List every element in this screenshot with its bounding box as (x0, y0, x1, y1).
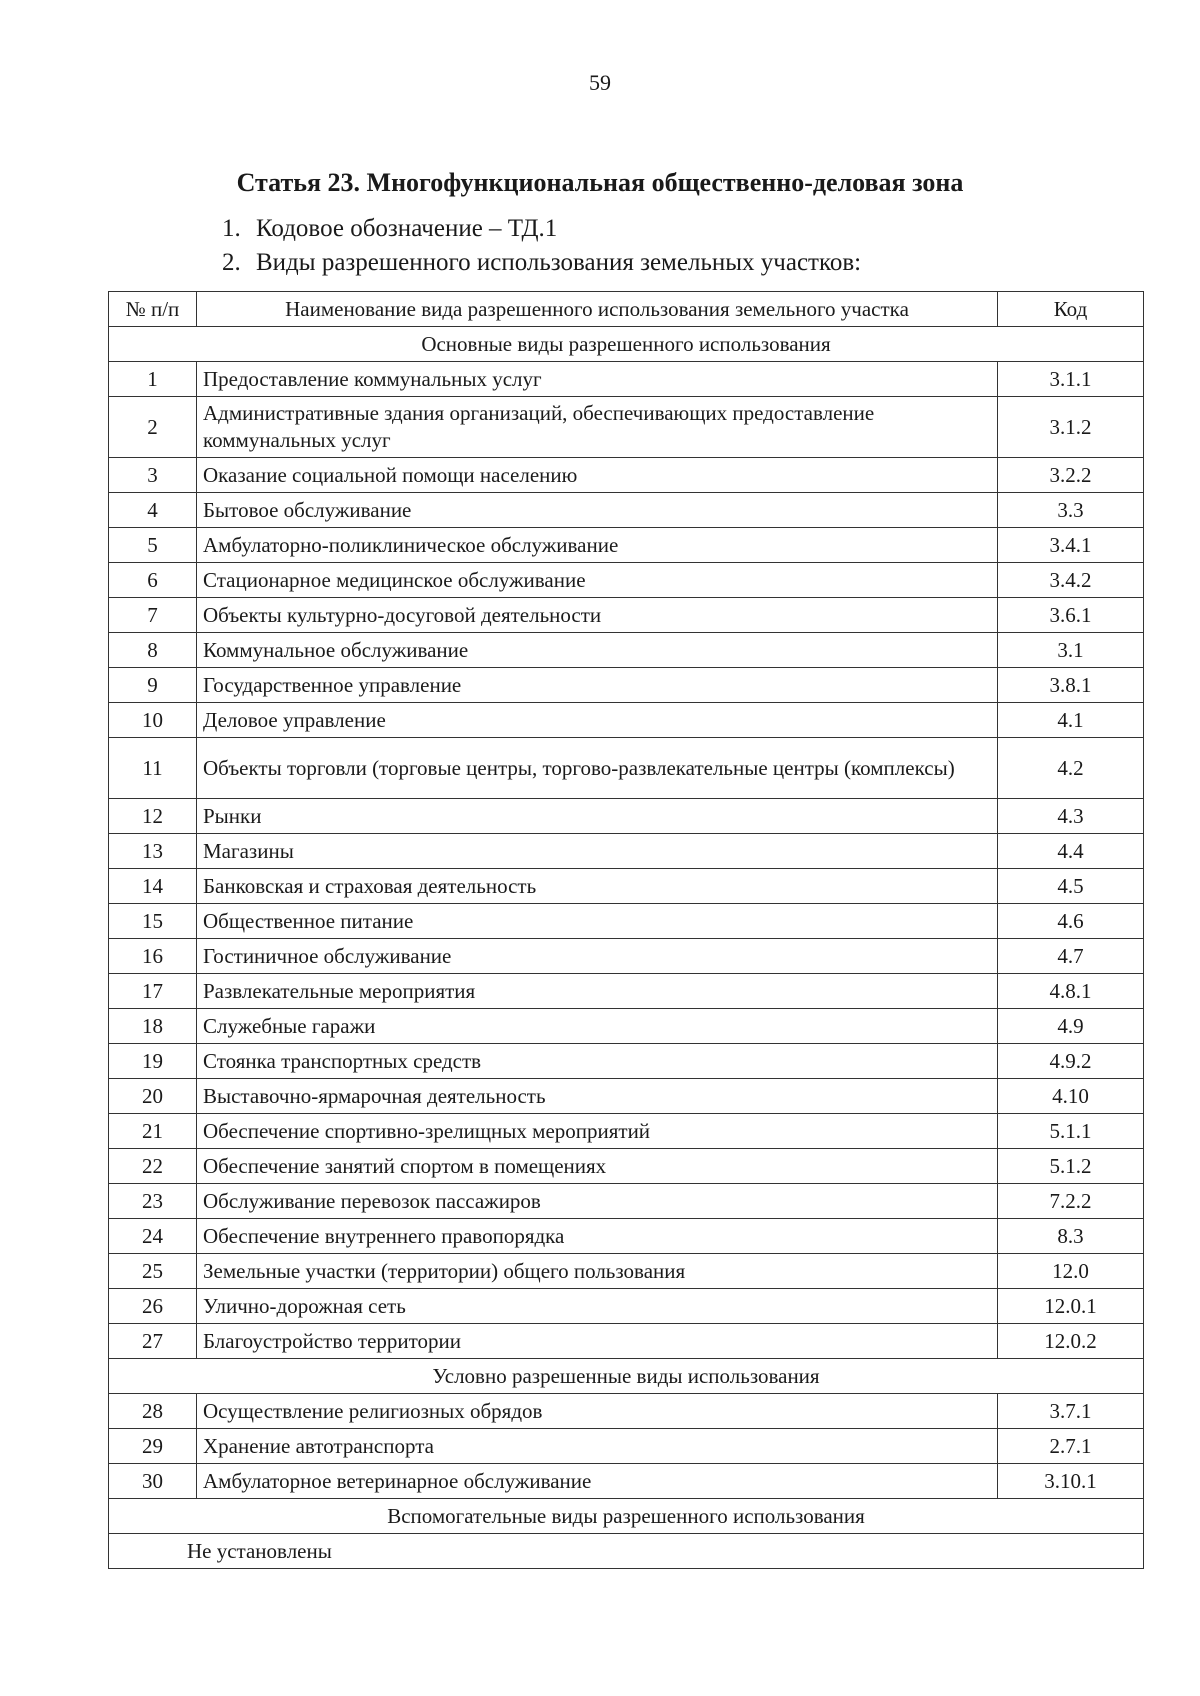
table-row (109, 528, 1144, 563)
row-code: 3.1.1 (998, 362, 1144, 397)
row-number: 13 (109, 834, 197, 869)
row-code: 4.4 (998, 834, 1144, 869)
table-row (109, 1289, 1144, 1324)
row-number: 2 (109, 397, 197, 458)
row-code: 3.8.1 (998, 668, 1144, 703)
section-main (109, 327, 1144, 362)
section-title: Основные виды разрешенного использования (109, 327, 1144, 362)
row-code: 12.0.2 (998, 1324, 1144, 1359)
table-row (109, 1254, 1144, 1289)
row-name: Амбулаторное ветеринарное обслуживание (197, 1464, 998, 1499)
section-title: Вспомогательные виды разрешенного использования (109, 1499, 1144, 1534)
table-row (109, 1184, 1144, 1219)
section-auxiliary (109, 1499, 1144, 1534)
row-number: 3 (109, 458, 197, 493)
row-code: 2.7.1 (998, 1429, 1144, 1464)
row-name: Государственное управление (197, 668, 998, 703)
row-number: 23 (109, 1184, 197, 1219)
table-row (109, 493, 1144, 528)
table-row (109, 1429, 1144, 1464)
item-number: 1. (222, 215, 241, 242)
row-name: Административные здания организаций, обеспечивающих предоставление коммунальных услуг (197, 397, 998, 458)
row-number: 28 (109, 1394, 197, 1429)
row-code: 3.7.1 (998, 1394, 1144, 1429)
row-number: 17 (109, 974, 197, 1009)
table-row (109, 1149, 1144, 1184)
row-number: 12 (109, 799, 197, 834)
row-code: 12.0.1 (998, 1289, 1144, 1324)
table-row (109, 1464, 1144, 1499)
table-row (109, 397, 1144, 458)
row-number: 1 (109, 362, 197, 397)
table-row (109, 1009, 1144, 1044)
table-row (109, 1079, 1144, 1114)
section-title: Условно разрешенные виды использования (109, 1359, 1144, 1394)
header-code: Код (998, 292, 1144, 327)
table-row (109, 458, 1144, 493)
row-number: 6 (109, 563, 197, 598)
row-number: 27 (109, 1324, 197, 1359)
item-text: Кодовое обозначение – ТД.1 (256, 215, 558, 242)
row-name: Магазины (197, 834, 998, 869)
row-name: Земельные участки (территории) общего пользования (197, 1254, 998, 1289)
table-row (109, 668, 1144, 703)
row-code: 3.4.1 (998, 528, 1144, 563)
row-name: Коммунальное обслуживание (197, 633, 998, 668)
row-name: Обеспечение спортивно-зрелищных мероприятий (197, 1114, 998, 1149)
table-row (109, 904, 1144, 939)
article-title: Статья 23. Многофункциональная общественно-деловая зона (236, 168, 964, 197)
row-name: Благоустройство территории (197, 1324, 998, 1359)
table-row (109, 738, 1144, 799)
table-row (109, 703, 1144, 738)
row-code: 3.6.1 (998, 598, 1144, 633)
row-code: 4.9 (998, 1009, 1144, 1044)
row-number: 4 (109, 493, 197, 528)
table-row (109, 834, 1144, 869)
row-code: 4.2 (998, 738, 1144, 799)
row-name: Служебные гаражи (197, 1009, 998, 1044)
numbered-items (222, 212, 861, 280)
table-body (109, 327, 1144, 1569)
table-header-row (109, 292, 1144, 327)
row-name: Банковская и страховая деятельность (197, 869, 998, 904)
row-code: 4.9.2 (998, 1044, 1144, 1079)
item-text: Виды разрешенного использования земельных участков: (256, 249, 862, 276)
row-number: 18 (109, 1009, 197, 1044)
table-row (109, 563, 1144, 598)
table-row (109, 1114, 1144, 1149)
row-number: 8 (109, 633, 197, 668)
row-name: Гостиничное обслуживание (197, 939, 998, 974)
item-code-designation (222, 212, 861, 246)
auxiliary-none-row (109, 1534, 1144, 1569)
row-number: 22 (109, 1149, 197, 1184)
row-number: 5 (109, 528, 197, 563)
row-number: 26 (109, 1289, 197, 1324)
row-code: 5.1.2 (998, 1149, 1144, 1184)
row-name: Осуществление религиозных обрядов (197, 1394, 998, 1429)
row-name: Предоставление коммунальных услуг (197, 362, 998, 397)
row-name: Общественное питание (197, 904, 998, 939)
row-number: 20 (109, 1079, 197, 1114)
row-name: Обеспечение внутреннего правопорядка (197, 1219, 998, 1254)
table-row (109, 974, 1144, 1009)
item-number: 2. (222, 249, 241, 276)
row-name: Объекты культурно-досуговой деятельности (197, 598, 998, 633)
row-code: 4.10 (998, 1079, 1144, 1114)
table-row (109, 939, 1144, 974)
header-number: № п/п (109, 292, 197, 327)
row-number: 25 (109, 1254, 197, 1289)
row-code: 4.8.1 (998, 974, 1144, 1009)
row-name: Обеспечение занятий спортом в помещениях (197, 1149, 998, 1184)
row-name: Обслуживание перевозок пассажиров (197, 1184, 998, 1219)
row-number: 19 (109, 1044, 197, 1079)
row-name: Стоянка транспортных средств (197, 1044, 998, 1079)
row-number: 15 (109, 904, 197, 939)
row-name: Хранение автотранспорта (197, 1429, 998, 1464)
item-permitted-uses (222, 246, 861, 280)
row-name: Объекты торговли (торговые центры, торгово-развлекательные центры (комплексы) (197, 738, 998, 799)
row-code: 7.2.2 (998, 1184, 1144, 1219)
table-row (109, 1394, 1144, 1429)
row-number: 7 (109, 598, 197, 633)
row-number: 24 (109, 1219, 197, 1254)
row-code: 8.3 (998, 1219, 1144, 1254)
row-number: 9 (109, 668, 197, 703)
row-number: 10 (109, 703, 197, 738)
auxiliary-none-text: Не установлены (109, 1534, 1144, 1569)
table-row (109, 1324, 1144, 1359)
row-number: 14 (109, 869, 197, 904)
row-name: Стационарное медицинское обслуживание (197, 563, 998, 598)
row-code: 12.0 (998, 1254, 1144, 1289)
row-code: 4.5 (998, 869, 1144, 904)
table-row (109, 633, 1144, 668)
row-number: 30 (109, 1464, 197, 1499)
row-name: Бытовое обслуживание (197, 493, 998, 528)
row-code: 3.1.2 (998, 397, 1144, 458)
row-name: Развлекательные мероприятия (197, 974, 998, 1009)
row-code: 4.1 (998, 703, 1144, 738)
table-row (109, 362, 1144, 397)
row-code: 5.1.1 (998, 1114, 1144, 1149)
row-name: Амбулаторно-поликлиническое обслуживание (197, 528, 998, 563)
table-row (109, 1219, 1144, 1254)
table-row (109, 1044, 1144, 1079)
row-number: 16 (109, 939, 197, 974)
row-number: 11 (109, 738, 197, 799)
row-code: 4.3 (998, 799, 1144, 834)
section-conditional (109, 1359, 1144, 1394)
row-code: 4.7 (998, 939, 1144, 974)
table-row (109, 598, 1144, 633)
row-name: Оказание социальной помощи населению (197, 458, 998, 493)
row-name: Деловое управление (197, 703, 998, 738)
table-row (109, 869, 1144, 904)
row-name: Рынки (197, 799, 998, 834)
row-number: 21 (109, 1114, 197, 1149)
row-code: 3.2.2 (998, 458, 1144, 493)
row-number: 29 (109, 1429, 197, 1464)
row-code: 3.1 (998, 633, 1144, 668)
table-row (109, 799, 1144, 834)
header-name: Наименование вида разрешенного использования земельного участка (197, 292, 998, 327)
permitted-use-table (108, 291, 1144, 1569)
row-name: Выставочно-ярмарочная деятельность (197, 1079, 998, 1114)
page-number: 59 (589, 70, 611, 95)
row-code: 3.3 (998, 493, 1144, 528)
row-code: 3.4.2 (998, 563, 1144, 598)
row-code: 4.6 (998, 904, 1144, 939)
row-name: Улично-дорожная сеть (197, 1289, 998, 1324)
row-code: 3.10.1 (998, 1464, 1144, 1499)
